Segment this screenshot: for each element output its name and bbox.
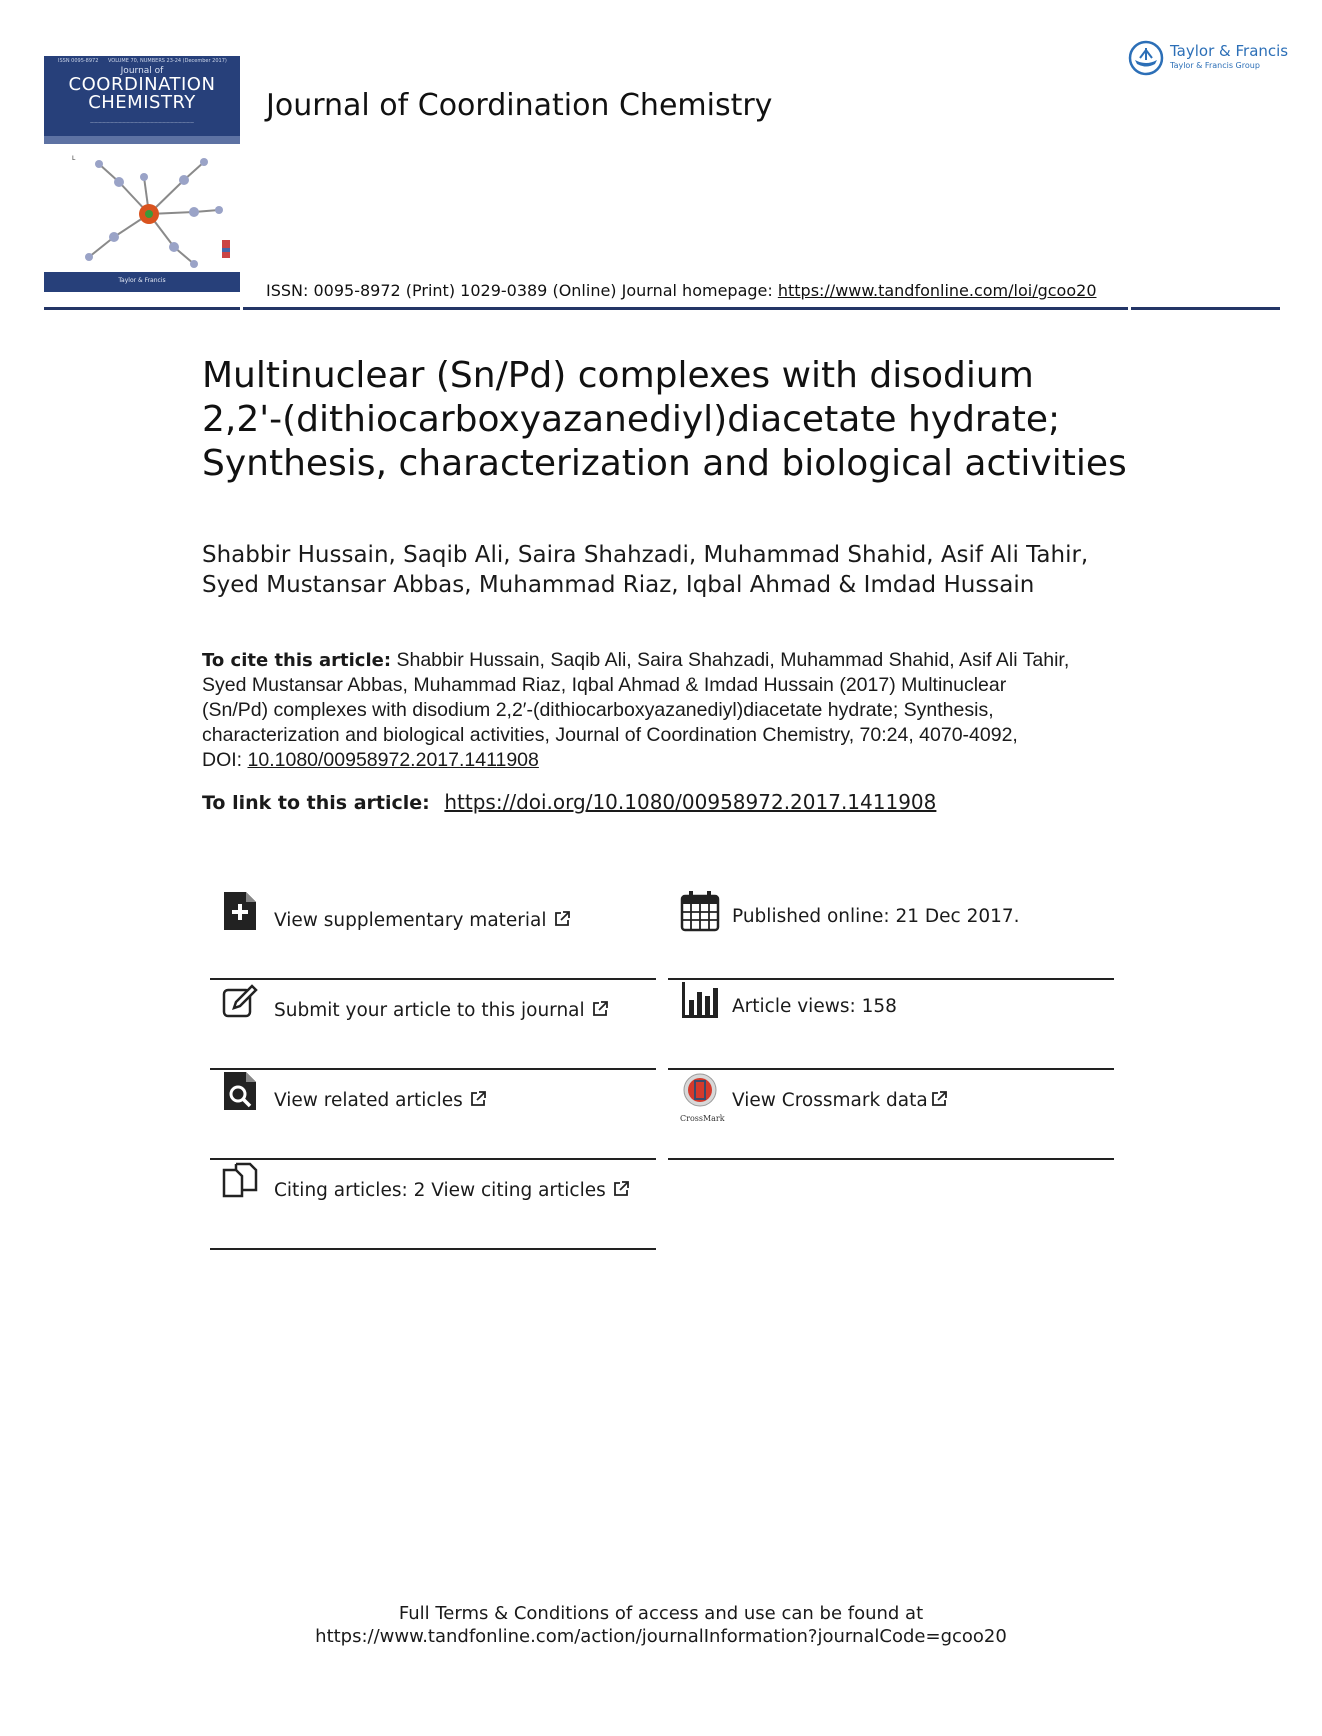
header-divider-gap: [240, 307, 243, 310]
molecule-illustration: [64, 152, 234, 272]
header-divider: [44, 307, 1280, 310]
external-link-icon: [591, 1000, 609, 1018]
edit-pencil-icon: [222, 980, 258, 1022]
article-doi-url[interactable]: https://doi.org/10.1080/00958972.2017.1411908: [444, 790, 937, 814]
copy-documents-icon: [222, 1160, 258, 1202]
crossmark-logo-icon: [678, 1072, 722, 1118]
article-views-item: [668, 980, 1114, 1070]
citation-block: [202, 648, 1202, 773]
terms-text: Full Terms & Conditions of access and use can be found at: [398, 1603, 924, 1624]
cover-title-line1: COORDINATION: [68, 74, 216, 95]
supplementary-material-item[interactable]: [210, 890, 656, 980]
citing-articles-item[interactable]: [210, 1160, 656, 1250]
article-title-line: Synthesis, characterization and biological activities: [202, 443, 1127, 484]
authors-line: Shabbir Hussain, Saqib Ali, Saira Shahzadi, Muhammad Shahid, Asif Ali Tahir,: [202, 542, 1089, 568]
citing-articles-link[interactable]: Citing articles: 2 View citing articles: [274, 1180, 630, 1201]
article-views-count: Article views: 158: [732, 996, 897, 1017]
article-title-line: Multinuclear (Sn/Pd) complexes with disodium: [202, 355, 1034, 396]
cover-title-line2: CHEMISTRY: [88, 92, 196, 113]
cover-strip: [44, 136, 240, 144]
external-link-icon: [612, 1180, 630, 1198]
cite-text: (Sn/Pd) complexes with disodium 2,2′-(dithiocarboxyazanediyl)diacetate hydrate; Synthesis,: [202, 699, 994, 721]
published-online-date: Published online: 21 Dec 2017.: [732, 906, 1020, 927]
related-articles-item[interactable]: [210, 1070, 656, 1160]
link-label: To link to this article:: [202, 792, 437, 814]
article-title: [202, 354, 1202, 486]
document-search-icon: [222, 1070, 258, 1112]
issn-text: ISSN: 0095-8972 (Print) 1029-0389 (Online) Journal homepage:: [266, 281, 778, 300]
calendar-icon: [680, 890, 720, 932]
supplementary-material-link[interactable]: View supplementary material: [274, 910, 571, 931]
cover-journal-of: Journal of: [120, 66, 164, 76]
submit-article-item[interactable]: [210, 980, 656, 1070]
external-link-icon: [469, 1090, 487, 1108]
cite-doi-link[interactable]: 10.1080/00958972.2017.1411908: [247, 749, 539, 771]
article-authors: [202, 540, 1202, 600]
related-articles-link[interactable]: View related articles: [274, 1090, 487, 1111]
cover-issn: ISSN 0095-8972 VOLUME 70, NUMBERS 23-24 (December 2017): [58, 58, 227, 64]
cite-doi-prefix: DOI:: [202, 749, 248, 771]
cover-banner: [44, 56, 240, 136]
cover-publisher-bar: [44, 272, 240, 292]
cover-publisher-logo: Taylor & Francis: [118, 277, 166, 284]
cover-editor-line: ——————————————————————————: [90, 120, 194, 125]
cite-label: To cite this article:: [202, 650, 392, 671]
publisher-name: Taylor & Francis: [1170, 42, 1289, 60]
bar-chart-icon: [680, 980, 720, 1022]
crossmark-item[interactable]: [668, 1070, 1114, 1160]
journal-cover-image: [44, 56, 240, 292]
svg-text:L: L: [72, 155, 76, 162]
publisher-group: Taylor & Francis Group: [1170, 61, 1260, 70]
taylor-francis-logo-icon: [1128, 40, 1164, 76]
article-title-line: 2,2'-(dithiocarboxyazanediyl)diacetate hydrate;: [202, 399, 1061, 440]
authors-line: Syed Mustansar Abbas, Muhammad Riaz, Iqbal Ahmad & Imdad Hussain: [202, 572, 1035, 598]
published-online-item: [668, 890, 1114, 980]
crossmark-logo-label: CrossMark: [680, 1114, 725, 1123]
submit-article-link[interactable]: Submit your article to this journal: [274, 1000, 609, 1021]
terms-url[interactable]: https://www.tandfonline.com/action/journalInformation?journalCode=gcoo20: [315, 1626, 1007, 1647]
cite-text: characterization and biological activities, Journal of Coordination Chemistry, 70:24, 4070-4092,: [202, 724, 1018, 746]
journal-homepage-link[interactable]: https://www.tandfonline.com/loi/gcoo20: [777, 281, 1097, 300]
issn-line: [266, 281, 1097, 300]
article-link-line: [202, 790, 936, 814]
cite-text: Shabbir Hussain, Saqib Ali, Saira Shahzadi, Muhammad Shahid, Asif Ali Tahir,: [391, 649, 1070, 671]
external-link-icon: [553, 910, 571, 928]
cite-text: Syed Mustansar Abbas, Muhammad Riaz, Iqbal Ahmad & Imdad Hussain (2017) Multinuclear: [202, 674, 1007, 696]
header-divider-gap-right: [1128, 307, 1131, 310]
supplementary-file-plus-icon: [222, 890, 258, 932]
terms-footer: [0, 1602, 1322, 1648]
crossmark-link[interactable]: View Crossmark data: [732, 1090, 948, 1111]
journal-title: Journal of Coordination Chemistry: [266, 88, 773, 123]
external-link-icon: [930, 1090, 948, 1108]
